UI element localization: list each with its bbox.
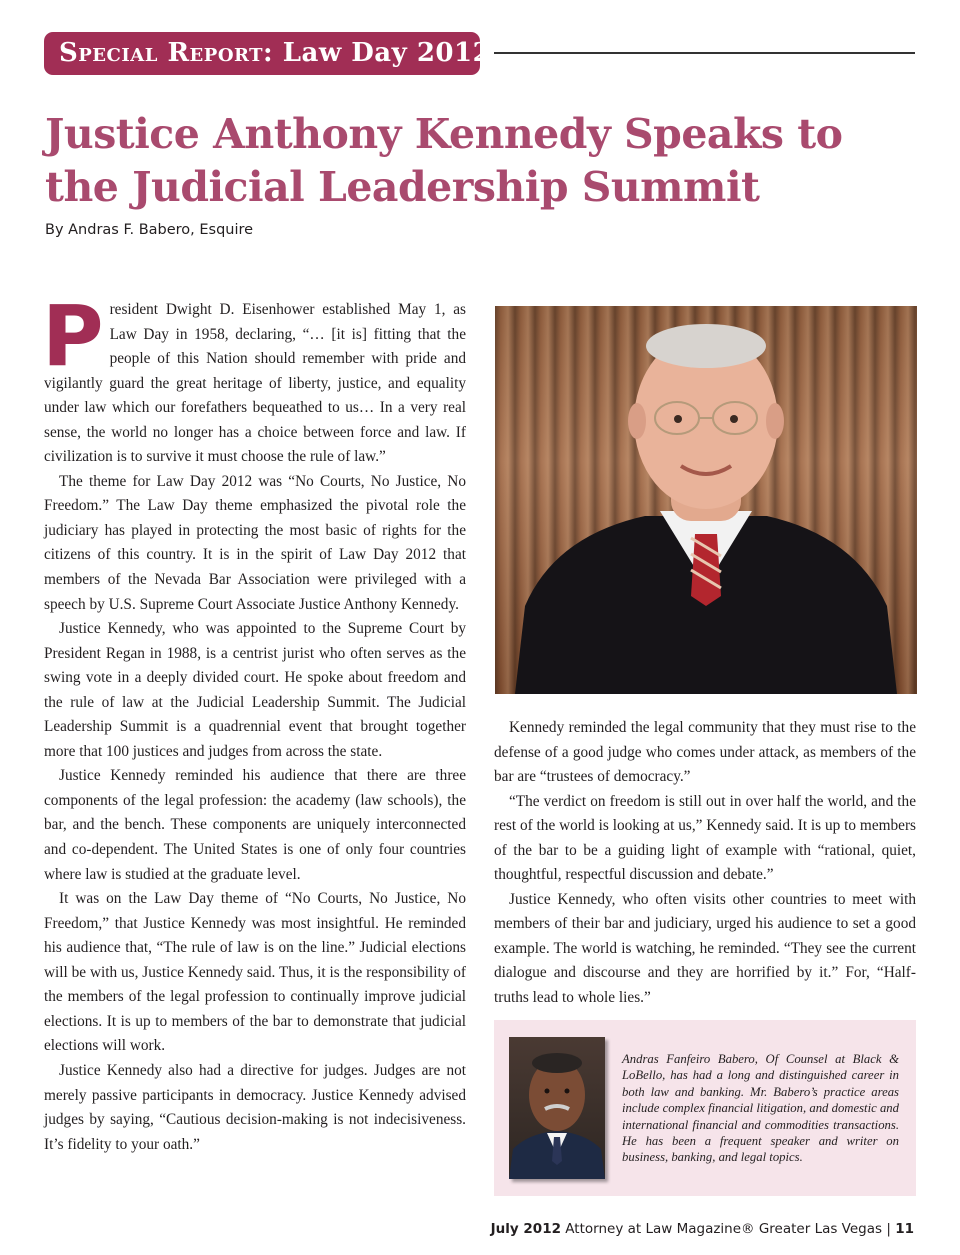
page-number: 11 (895, 1221, 914, 1237)
header-rule (494, 52, 915, 54)
article-byline: By Andras F. Babero, Esquire (45, 222, 254, 238)
footer-date: July 2012 (490, 1221, 561, 1237)
paragraph-5: It was on the Law Day theme of “No Courts, No Justice, No Freedom,” that Justice Kennedy was most insightful. He reminded his audience that, “The rule of law is on the line.” Judicial elections will be with us, Justice Kennedy said. Thus, it is the responsibility of the members of the legal profession to continually improve judicial elections. It is up to members of the bar to demonstrate that judicial elections will work. (44, 890, 466, 1055)
paragraph-1-text: resident Dwight D. Eisenhower established May 1, as Law Day in 1958, declaring, “… [it is] fitting that the people of this Nation should remember with pride and vigilantly guard the great heritage of liberty, justice, and equality under law which our forefathers bequeathed to us… In a very real sense, the world no longer has a choice between force and law. If civilization is to survive it must choose the rule of law.” (44, 301, 466, 466)
paragraph-6: Justice Kennedy also had a directive for judges. Judges are not merely passive participants in democracy. Justice Kennedy advised judges by saying, “Cautious decision-making is not indecisiveness. It’s fidelity to your oath.” (44, 1061, 466, 1153)
paragraph-3: Justice Kennedy, who was appointed to the Supreme Court by President Regan in 1988, is a centrist jurist who often serves as the swing vote in a deeply divided court. He spoke about freedom and the rule of law at the Judicial Leadership Summit. The Judicial Leadership Summit is a quadrennial event that brought together more that 100 justices and judges from across the state. (44, 620, 466, 760)
page-footer (491, 1221, 914, 1237)
article-column-right (494, 716, 916, 1011)
article-title: Justice Anthony Kennedy Speaks to the Judicial Leadership Summit (45, 110, 843, 211)
paragraph-8: “The verdict on freedom is still out in over half the world, and the rest of the world is looking at us,” Kennedy said. It is up to members of the bar to be a guiding light of example with “rational, quiet, thoughtful, respectful discussion and debate.” (494, 792, 916, 884)
author-bio-text: Andras Fanfeiro Babero, Of Counsel at Black & LoBello, has had a long and distinguished career in both law and banking. Mr. Babero’s practice areas include complex financial litigation, and domestic and international financial and commodities transactions. He has been a frequent speaker and writer on business, banking, and legal topics. (622, 1052, 899, 1165)
justice-kennedy-photo (495, 306, 917, 694)
drop-cap: P (42, 287, 104, 385)
article-column-left (42, 287, 466, 1157)
author-portrait-illustration (509, 1037, 605, 1179)
author-photo (509, 1037, 605, 1179)
paragraph-1 (42, 287, 466, 470)
banner-section-label: Special Report: (59, 38, 274, 68)
paragraph-4: Justice Kennedy reminded his audience that there are three components of the legal profession: the academy (law schools), the bar, and the bench. These components are uniquely interconnected and co-dependent. The United States is one of only four countries where law is studied at the graduate level. (44, 767, 466, 883)
banner-topic-label: Law Day 2012 (282, 38, 492, 68)
paragraph-7: Kennedy reminded the legal community that they must rise to the defense of a good judge who comes under attack, as members of the bar are “trustees of democracy.” (494, 719, 916, 786)
paragraph-2: The theme for Law Day 2012 was “No Courts, No Justice, No Freedom.” The Law Day theme emphasized the pivotal role the judiciary has played in protecting the most basic of rights for the citizens of this country. It is in the spirit of Law Day 2012 that members of the Nevada Bar Association were privileged with a speech by U.S. Supreme Court Associate Justice Anthony Kennedy. (44, 472, 466, 613)
section-banner (44, 32, 492, 75)
portrait-illustration (495, 306, 917, 694)
footer-magazine: Attorney at Law Magazine® Greater Las Vegas | (565, 1221, 891, 1237)
paragraph-9: Justice Kennedy, who often visits other countries to meet with members of their bar and judiciary, urged his audience to set a good example. The world is watching, he reminded. “They see the current dialogue and discourse and they are horrified by it.” For, “Half-truths lead to whole lies.” (494, 890, 916, 1007)
